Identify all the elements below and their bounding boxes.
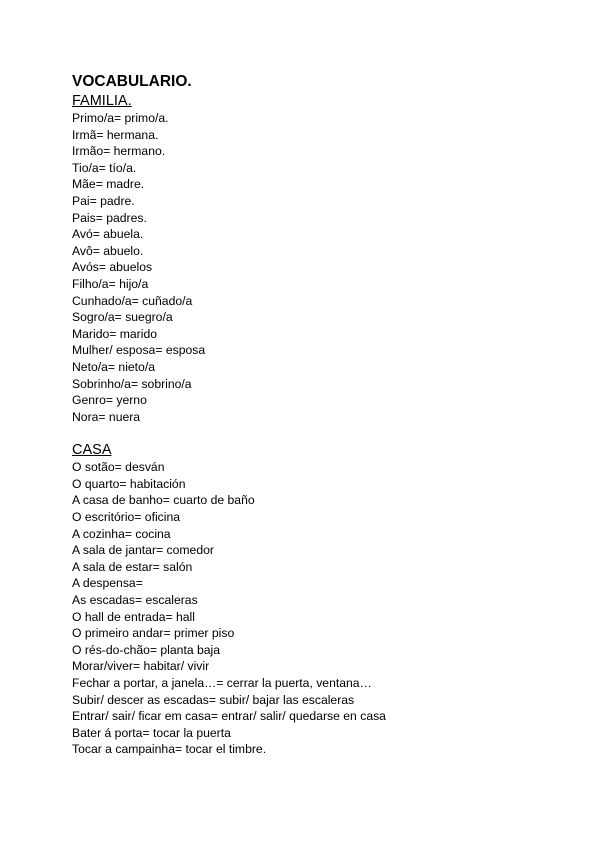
vocabulary-entry: Filho/a= hijo/a [72, 276, 149, 291]
vocabulary-sections [72, 92, 572, 758]
vocabulary-entry: O escritório= oficina [72, 510, 181, 525]
vocabulary-entry: O hall de entrada= hall [72, 609, 195, 624]
vocabulary-entry: Marido= marido [72, 326, 158, 341]
vocabulary-entry: Avó= abuela. [72, 227, 144, 242]
vocabulary-entry: Tocar a campainha= tocar el timbre. [72, 742, 267, 757]
vocabulary-entry: O quarto= habitación [72, 476, 186, 491]
vocabulary-entry: Mulher/ esposa= esposa [72, 343, 206, 358]
vocabulary-entry: Irmão= hermano. [72, 144, 166, 159]
vocabulary-entry: Avô= abuelo. [72, 243, 144, 258]
document-title: VOCABULARIO. [72, 73, 192, 90]
vocabulary-entry: A sala de jantar= comedor [72, 543, 214, 558]
section-heading: FAMILIA. [72, 93, 132, 109]
section-spacer [72, 425, 572, 441]
vocabulary-entry: As escadas= escaleras [72, 593, 198, 608]
vocabulary-entry: Cunhado/a= cuñado/a [72, 293, 193, 308]
document-page [72, 72, 572, 758]
vocabulary-entry: A casa de banho= cuarto de baño [72, 493, 255, 508]
vocabulary-entry: O rés-do-chão= planta baja [72, 642, 221, 657]
vocabulary-entry: A despensa= [72, 576, 143, 591]
vocabulary-entry: O primeiro andar= primer piso [72, 626, 235, 641]
vocabulary-entry: O sotão= desván [72, 460, 165, 475]
vocabulary-entry: Fechar a portar, a janela…= cerrar la puerta, ventana… [72, 676, 372, 690]
vocabulary-entry: Subir/ descer as escadas= subir/ bajar las escaleras [72, 692, 355, 707]
section-familia [72, 92, 572, 425]
vocabulary-entry: Sobrinho/a= sobrino/a [72, 376, 192, 391]
vocabulary-entry: Morar/viver= habitar/ vivir [72, 659, 210, 674]
vocabulary-entry: Entrar/ sair/ ficar em casa= entrar/ salir/ quedarse en casa [72, 709, 386, 724]
vocabulary-entry: Irmã= hermana. [72, 127, 159, 142]
section-casa [72, 441, 572, 758]
vocabulary-entry: Pais= padres. [72, 210, 147, 225]
vocabulary-entry: Bater á porta= tocar la puerta [72, 725, 231, 740]
vocabulary-entry: A sala de estar= salón [72, 559, 193, 574]
vocabulary-entry: Nora= nuera [72, 409, 141, 424]
vocabulary-entry: Tio/a= tío/a. [72, 160, 137, 175]
vocabulary-entry: Primo/a= primo/a. [72, 111, 169, 125]
vocabulary-entry: Neto/a= nieto/a [72, 359, 156, 374]
vocabulary-entry: Avós= abuelos [72, 260, 153, 275]
vocabulary-entry: Mãe= madre. [72, 177, 145, 192]
section-heading: CASA [72, 442, 112, 459]
vocabulary-entry: A cozinha= cocina [72, 526, 171, 541]
vocabulary-entry: Pai= padre. [72, 193, 135, 208]
vocabulary-entry: Sogro/a= suegro/a [72, 310, 173, 325]
vocabulary-entry: Genro= yerno [72, 393, 147, 408]
